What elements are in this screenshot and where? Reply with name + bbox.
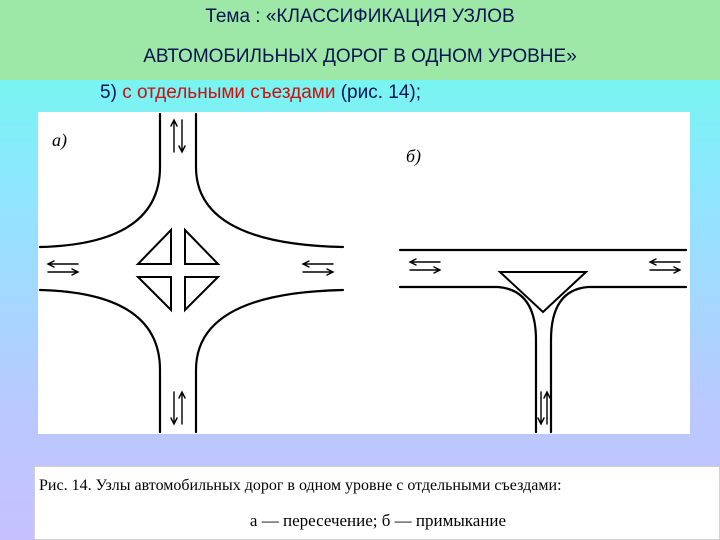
caption-line-2: а — пересечение; б — примыкание bbox=[249, 511, 507, 530]
intersection-diagrams bbox=[38, 112, 690, 434]
page-title-line-1: Тема : «КЛАССИФИКАЦИЯ УЗЛОВ bbox=[205, 6, 515, 27]
subtitle-highlight: с отдельными съездами bbox=[122, 82, 336, 103]
diagram-b-junction bbox=[400, 250, 686, 432]
figure-caption bbox=[34, 466, 720, 540]
subtitle-suffix: (рис. 14); bbox=[335, 82, 422, 103]
diagram-a-label: а) bbox=[52, 130, 67, 150]
subtitle-prefix: 5) bbox=[100, 82, 123, 103]
caption-line-1: Рис. 14. Узлы автомобильных дорог в одном уровне с отдельными съездами: bbox=[39, 477, 562, 494]
subtitle bbox=[100, 82, 421, 104]
diagram-b-label: б) bbox=[406, 146, 422, 166]
diagram-a-intersection bbox=[40, 114, 343, 432]
page-title-line-2: АВТОМОБИЛЬНЫХ ДОРОГ В ОДНОМ УРОВНЕ» bbox=[143, 46, 577, 67]
figure-14 bbox=[38, 112, 690, 434]
